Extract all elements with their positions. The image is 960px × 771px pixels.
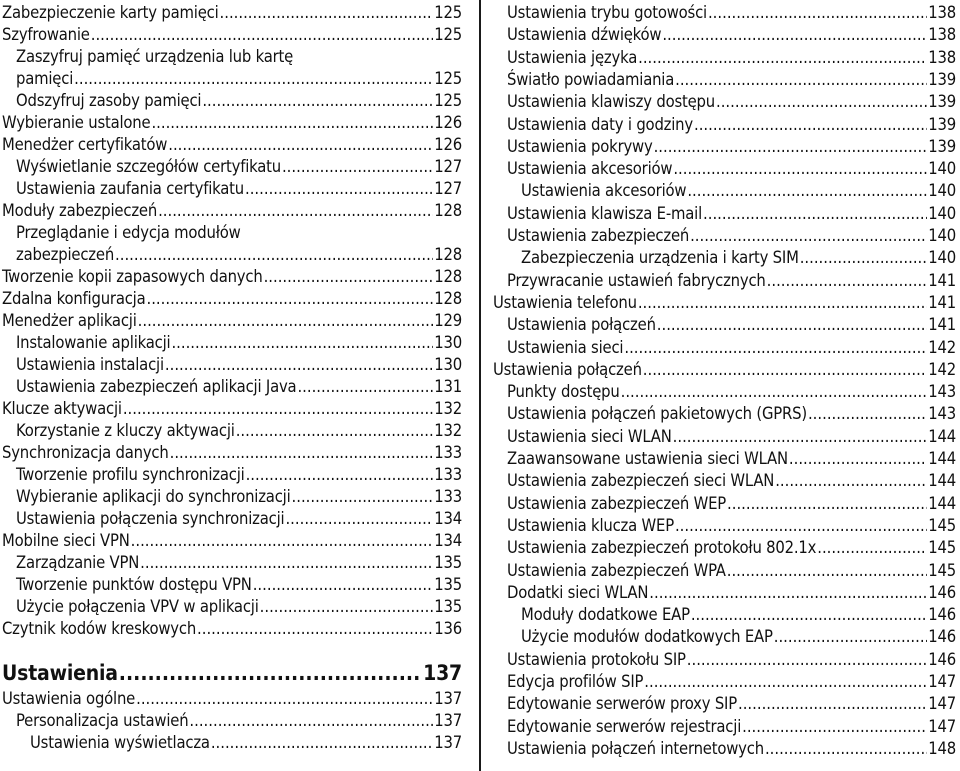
toc-leader-dots bbox=[253, 574, 434, 596]
toc-entry[interactable] bbox=[493, 158, 956, 180]
toc-leader-dots bbox=[197, 618, 433, 640]
toc-leader-dots bbox=[767, 270, 928, 292]
toc-entry-title: Klucze aktywacji bbox=[2, 399, 122, 418]
toc-entry[interactable] bbox=[493, 69, 956, 91]
toc-entry-title: Zaawansowane ustawienia sieci WLAN bbox=[507, 449, 788, 468]
toc-entry-title: Edytowanie serwerów rejestracji bbox=[507, 716, 742, 736]
toc-entry-title: Światło powiadamiania bbox=[507, 69, 675, 89]
toc-page-number: 145 bbox=[928, 515, 956, 535]
toc-page-number: 135 bbox=[434, 553, 462, 572]
toc-page-number: 146 bbox=[928, 605, 956, 625]
toc-page-number: 140 bbox=[928, 226, 956, 245]
toc-entry-title: Ustawienia ogólne bbox=[2, 689, 136, 708]
toc-leader-dots bbox=[236, 420, 434, 442]
toc-leader-dots bbox=[691, 604, 927, 626]
toc-leader-dots bbox=[245, 178, 433, 200]
toc-entry[interactable] bbox=[493, 24, 956, 46]
toc-entry[interactable] bbox=[493, 693, 956, 715]
toc-entry-title: Ustawienia zabezpieczeń WPA bbox=[507, 560, 726, 580]
toc-entry[interactable] bbox=[493, 203, 956, 225]
toc-leader-dots bbox=[703, 203, 927, 225]
toc-entry[interactable] bbox=[2, 112, 462, 134]
toc-entry[interactable] bbox=[2, 732, 462, 754]
toc-entry-title: Przeglądanie i edycja modułów bbox=[16, 223, 241, 242]
toc-entry-title: Ustawienia bbox=[2, 661, 118, 685]
toc-page-number: 125 bbox=[434, 69, 462, 88]
toc-entry[interactable] bbox=[2, 376, 462, 398]
toc-page-number: 138 bbox=[928, 25, 956, 45]
toc-leader-dots bbox=[158, 200, 433, 222]
toc-leader-dots bbox=[260, 596, 434, 618]
toc-page-number: 147 bbox=[928, 672, 956, 691]
toc-leader-dots bbox=[662, 24, 927, 46]
toc-page-number: 141 bbox=[928, 315, 956, 335]
toc-entry[interactable] bbox=[493, 314, 956, 336]
toc-leader-dots bbox=[808, 403, 927, 425]
toc-entry[interactable] bbox=[2, 486, 462, 508]
toc-entry-title: Ustawienia sieci bbox=[507, 337, 624, 357]
toc-page-number: 137 bbox=[434, 689, 462, 708]
toc-leader-dots bbox=[202, 90, 433, 112]
toc-leader-dots bbox=[119, 660, 422, 686]
toc-entry-title: Tworzenie kopii zapasowych danych bbox=[2, 267, 263, 286]
toc-entry-title: zabezpieczeń bbox=[16, 245, 115, 264]
toc-entry[interactable] bbox=[2, 178, 462, 200]
toc-entry-title: Zabezpieczenie karty pamięci bbox=[2, 3, 219, 22]
toc-page-number: 133 bbox=[434, 487, 462, 506]
toc-page-number: 134 bbox=[434, 531, 462, 550]
toc-entry[interactable] bbox=[493, 604, 956, 626]
toc-page-number: 135 bbox=[434, 597, 462, 616]
toc-entry[interactable] bbox=[2, 288, 462, 310]
toc-page-number: 130 bbox=[434, 333, 462, 352]
toc-entry-title: Ustawienia sieci WLAN bbox=[507, 426, 672, 446]
toc-page-number: 140 bbox=[928, 159, 956, 179]
toc-entry[interactable] bbox=[493, 180, 956, 202]
toc-entry[interactable] bbox=[493, 337, 956, 359]
toc-page-number: 137 bbox=[434, 733, 462, 752]
toc-entry[interactable] bbox=[2, 266, 462, 288]
toc-page-number: 134 bbox=[434, 509, 462, 528]
toc-page-number: 125 bbox=[434, 3, 462, 22]
toc-leader-dots bbox=[742, 716, 927, 738]
toc-entry[interactable] bbox=[2, 68, 462, 90]
toc-entry[interactable] bbox=[2, 574, 462, 596]
toc-section-heading[interactable] bbox=[2, 660, 462, 686]
toc-entry-title: Menedżer aplikacji bbox=[2, 311, 137, 330]
toc-entry[interactable] bbox=[493, 247, 956, 269]
toc-leader-dots bbox=[74, 68, 433, 90]
toc-entry-title: Synchronizacja danych bbox=[2, 443, 169, 462]
toc-entry[interactable] bbox=[2, 2, 462, 24]
toc-page-number: 139 bbox=[928, 69, 956, 89]
toc-leader-dots bbox=[817, 537, 927, 559]
toc-page-number: 143 bbox=[928, 382, 956, 402]
toc-leader-dots bbox=[297, 376, 433, 398]
toc-page-number: 147 bbox=[928, 716, 956, 736]
toc-entry[interactable] bbox=[493, 537, 956, 559]
toc-entry-title: Moduły zabezpieczeń bbox=[2, 201, 158, 220]
toc-entry-title: Ustawienia dźwięków bbox=[507, 25, 662, 45]
toc-page-number: 132 bbox=[434, 399, 462, 418]
toc-page-number: 146 bbox=[928, 582, 956, 602]
toc-entry-title: Zarządzanie VPN bbox=[16, 553, 140, 572]
toc-entry-title: Ustawienia zabezpieczeń protokołu 802.1x bbox=[507, 538, 817, 558]
toc-leader-dots bbox=[285, 508, 433, 530]
toc-leader-dots bbox=[800, 247, 928, 269]
toc-entry-title: Edycja profilów SIP bbox=[507, 672, 644, 691]
toc-leader-dots bbox=[621, 381, 928, 403]
toc-entry[interactable] bbox=[493, 225, 956, 247]
toc-entry-title: Ustawienia telefonu bbox=[493, 292, 637, 312]
toc-entry-title: Przywracanie ustawień fabrycznych bbox=[507, 270, 766, 290]
toc-page-number: 142 bbox=[928, 337, 956, 357]
toc-entry[interactable] bbox=[2, 332, 462, 354]
toc-leader-dots bbox=[171, 332, 433, 354]
toc-entry-title: Instalowanie aplikacji bbox=[16, 333, 171, 352]
toc-page-number: 127 bbox=[434, 157, 462, 176]
toc-entry[interactable] bbox=[493, 270, 956, 292]
toc-page-number: 132 bbox=[434, 421, 462, 440]
toc-entry-title: Ustawienia daty i godziny bbox=[507, 114, 693, 134]
toc-entry[interactable] bbox=[2, 200, 462, 222]
toc-page-number: 142 bbox=[928, 359, 956, 379]
toc-page-number: 130 bbox=[434, 355, 462, 374]
toc-leader-dots bbox=[789, 448, 927, 470]
toc-entry-title: Tworzenie profilu synchronizacji bbox=[16, 465, 245, 484]
toc-entry[interactable] bbox=[2, 310, 462, 332]
toc-leader-dots bbox=[292, 486, 434, 508]
toc-page-number: 140 bbox=[928, 248, 956, 268]
toc-leader-dots bbox=[673, 426, 928, 448]
toc-leader-dots bbox=[282, 156, 433, 178]
toc-entry[interactable] bbox=[493, 448, 956, 470]
toc-entry[interactable] bbox=[493, 582, 956, 604]
toc-entry[interactable] bbox=[493, 716, 956, 738]
toc-entry[interactable] bbox=[2, 508, 462, 530]
toc-leader-dots bbox=[649, 582, 927, 604]
toc-leader-dots bbox=[775, 470, 927, 492]
toc-entry[interactable] bbox=[493, 671, 956, 693]
toc-entry-title: Użycie modułów dodatkowych EAP bbox=[521, 627, 773, 647]
toc-page-number: 139 bbox=[928, 136, 956, 156]
toc-entry[interactable] bbox=[493, 426, 956, 448]
toc-entry[interactable] bbox=[2, 688, 462, 710]
toc-entry-title: Ustawienia zabezpieczeń sieci WLAN bbox=[507, 471, 775, 491]
toc-entry-title: Odszyfruj zasoby pamięci bbox=[16, 91, 202, 110]
toc-leader-dots bbox=[189, 710, 433, 732]
toc-page-number: 147 bbox=[928, 694, 956, 714]
toc-entry[interactable] bbox=[2, 90, 462, 112]
toc-entry-title: Korzystanie z kluczy aktywacji bbox=[16, 421, 235, 440]
toc-entry[interactable] bbox=[493, 136, 956, 158]
toc-page-number: 144 bbox=[928, 493, 956, 513]
toc-entry[interactable] bbox=[493, 2, 956, 24]
toc-page-number: 133 bbox=[434, 443, 462, 462]
toc-page-number: 125 bbox=[434, 25, 462, 44]
toc-leader-dots bbox=[738, 693, 927, 715]
toc-entry[interactable] bbox=[493, 493, 956, 515]
toc-entry[interactable] bbox=[2, 244, 462, 266]
toc-leader-dots bbox=[151, 112, 433, 134]
toc-page-number: 145 bbox=[928, 538, 956, 558]
toc-page-number: 146 bbox=[928, 627, 956, 647]
toc-entry[interactable] bbox=[493, 470, 956, 492]
toc-page-number: 148 bbox=[928, 738, 956, 758]
toc-page-number: 138 bbox=[928, 47, 956, 67]
toc-page-number: 128 bbox=[434, 289, 462, 308]
toc-entry-title: Ustawienia połączeń bbox=[493, 359, 642, 379]
toc-entry[interactable] bbox=[2, 354, 462, 376]
toc-entry-title: Ustawienia połączeń bbox=[507, 315, 656, 335]
toc-entry-title: Ustawienia połączeń pakietowych (GPRS) bbox=[507, 404, 807, 424]
toc-entry[interactable] bbox=[2, 156, 462, 178]
toc-leader-dots bbox=[140, 552, 433, 574]
toc-entry[interactable] bbox=[493, 91, 956, 113]
toc-entry-title: Tworzenie punktów dostępu VPN bbox=[16, 575, 252, 594]
toc-entry-title: Zabezpieczenia urządzenia i karty SIM bbox=[521, 248, 799, 268]
toc-entry-title: Ustawienia trybu gotowości bbox=[507, 3, 707, 22]
toc-entry[interactable] bbox=[2, 420, 462, 442]
toc-entry[interactable] bbox=[493, 649, 956, 671]
toc-page-number: 128 bbox=[434, 267, 462, 286]
toc-entry-title: Wyświetlanie szczegółów certyfikatu bbox=[16, 157, 281, 176]
toc-page-number: 126 bbox=[434, 113, 462, 132]
toc-entry-title: Ustawienia zabezpieczeń bbox=[507, 226, 690, 245]
toc-page-number: 145 bbox=[928, 560, 956, 580]
toc-entry[interactable] bbox=[493, 381, 956, 403]
toc-entry-title: Szyfrowanie bbox=[2, 25, 90, 44]
toc-page-number: 136 bbox=[434, 619, 462, 638]
toc-entry-title: Ustawienia instalacji bbox=[16, 355, 164, 374]
toc-leader-dots bbox=[246, 464, 434, 486]
toc-entry-title: Wybieranie aplikacji do synchronizacji bbox=[16, 487, 291, 506]
toc-entry-title: Personalizacja ustawień bbox=[16, 711, 189, 730]
toc-leader-dots bbox=[147, 288, 434, 310]
toc-entry[interactable] bbox=[493, 515, 956, 537]
toc-entry-title: Ustawienia wyświetlacza bbox=[30, 733, 210, 752]
toc-leader-dots bbox=[687, 180, 927, 202]
toc-leader-dots bbox=[638, 292, 927, 314]
toc-entry-title: Moduły dodatkowe EAP bbox=[521, 605, 690, 625]
toc-page-number: 137 bbox=[423, 661, 462, 685]
toc-leader-dots bbox=[716, 91, 927, 113]
toc-leader-dots bbox=[687, 649, 927, 671]
toc-entry[interactable] bbox=[2, 46, 462, 68]
toc-entry[interactable] bbox=[2, 398, 462, 420]
toc-leader-dots bbox=[123, 398, 433, 420]
toc-page-number: 125 bbox=[434, 91, 462, 110]
toc-page-number: 139 bbox=[928, 92, 956, 112]
toc-page-number: 140 bbox=[928, 203, 956, 223]
toc-leader-dots bbox=[624, 337, 927, 359]
toc-page-number: 135 bbox=[434, 575, 462, 594]
toc-entry-title: Ustawienia połączenia synchronizacji bbox=[16, 509, 285, 528]
toc-page-number: 131 bbox=[434, 377, 462, 396]
toc-entry-title: Ustawienia akcesoriów bbox=[521, 181, 687, 201]
toc-page-number: 144 bbox=[928, 471, 956, 491]
toc-leader-dots bbox=[165, 354, 433, 376]
toc-entry-title: Edytowanie serwerów proxy SIP bbox=[507, 694, 737, 714]
toc-entry[interactable] bbox=[2, 596, 462, 618]
toc-entry[interactable] bbox=[493, 359, 956, 381]
toc-page-number: 133 bbox=[434, 465, 462, 484]
toc-page-number: 128 bbox=[434, 245, 462, 264]
toc-entry-title: Punkty dostępu bbox=[507, 382, 620, 402]
toc-leader-dots bbox=[138, 310, 434, 332]
toc-entry[interactable] bbox=[2, 618, 462, 640]
toc-page-number: 128 bbox=[434, 201, 462, 220]
toc-entry-title: Użycie połączenia VPV w aplikacji bbox=[16, 597, 259, 616]
toc-entry[interactable] bbox=[493, 626, 956, 648]
toc-entry[interactable] bbox=[2, 710, 462, 732]
toc-page-number: 144 bbox=[928, 449, 956, 468]
toc-entry-title: Ustawienia klawiszy dostępu bbox=[507, 92, 715, 112]
toc-leader-dots bbox=[131, 530, 434, 552]
toc-entry[interactable] bbox=[493, 292, 956, 314]
toc-entry-title: Wybieranie ustalone bbox=[2, 113, 151, 132]
toc-entry-title: Zdalna konfiguracja bbox=[2, 289, 146, 308]
toc-page-number: 141 bbox=[928, 292, 956, 312]
toc-entry-title: Ustawienia zabezpieczeń WEP bbox=[507, 493, 727, 513]
toc-leader-dots bbox=[136, 688, 433, 710]
toc-leader-dots bbox=[765, 738, 927, 760]
toc-leader-dots bbox=[638, 47, 927, 69]
toc-leader-dots bbox=[774, 626, 928, 648]
toc-entry[interactable] bbox=[2, 222, 462, 244]
toc-entry[interactable] bbox=[2, 442, 462, 464]
toc-page-number: 140 bbox=[928, 181, 956, 201]
toc-leader-dots bbox=[675, 69, 927, 91]
toc-leader-dots bbox=[694, 114, 927, 136]
toc-entry[interactable] bbox=[493, 738, 956, 760]
toc-entry-title: Zaszyfruj pamięć urządzenia lub kartę bbox=[16, 47, 294, 66]
toc-leader-dots bbox=[211, 732, 433, 754]
toc-leader-dots bbox=[657, 314, 927, 336]
toc-entry-title: Mobilne sieci VPN bbox=[2, 531, 130, 550]
toc-page-number: 137 bbox=[434, 711, 462, 730]
toc-leader-dots bbox=[220, 2, 434, 24]
toc-entry-title: Dodatki sieci WLAN bbox=[507, 582, 649, 602]
toc-entry-title: Ustawienia połączeń internetowych bbox=[507, 738, 764, 758]
toc-page-number: 146 bbox=[928, 649, 956, 669]
toc-leader-dots bbox=[727, 560, 928, 582]
toc-leader-dots bbox=[168, 134, 433, 156]
toc-entry-title: Czytnik kodów kreskowych bbox=[2, 619, 197, 638]
toc-entry-title: Ustawienia akcesoriów bbox=[507, 159, 673, 179]
toc-page-number: 127 bbox=[434, 179, 462, 198]
toc-entry-title: Ustawienia klucza WEP bbox=[507, 515, 674, 535]
toc-entry[interactable] bbox=[2, 552, 462, 574]
toc-leader-dots bbox=[643, 359, 927, 381]
toc-leader-dots bbox=[654, 136, 928, 158]
toc-leader-dots bbox=[690, 225, 927, 247]
toc-entry[interactable] bbox=[493, 114, 956, 136]
toc-entry-title: Menedżer certyfikatów bbox=[2, 135, 168, 154]
toc-page-number: 143 bbox=[928, 404, 956, 424]
toc-entry[interactable] bbox=[493, 560, 956, 582]
toc-leader-dots bbox=[673, 158, 927, 180]
toc-entry-title: Ustawienia klawisza E-mail bbox=[507, 203, 703, 223]
toc-entry-title: pamięci bbox=[16, 69, 74, 88]
toc-entry-title: Ustawienia protokołu SIP bbox=[507, 649, 686, 669]
toc-leader-dots bbox=[264, 266, 434, 288]
toc-entry[interactable] bbox=[2, 134, 462, 156]
toc-page-number: 144 bbox=[928, 426, 956, 446]
toc-entry-title: Ustawienia pokrywy bbox=[507, 136, 653, 156]
toc-entry-title: Ustawienia języka bbox=[507, 47, 638, 67]
toc-leader-dots bbox=[708, 2, 927, 24]
toc-entry-title: Ustawienia zaufania certyfikatu bbox=[16, 179, 244, 198]
toc-page-number: 141 bbox=[928, 270, 956, 290]
toc-page-number: 129 bbox=[434, 311, 462, 330]
toc-leader-dots bbox=[115, 244, 433, 266]
toc-entry[interactable] bbox=[493, 403, 956, 425]
column-divider bbox=[479, 0, 481, 771]
toc-entry-title: Ustawienia zabezpieczeń aplikacji Java bbox=[16, 377, 297, 396]
toc-leader-dots bbox=[644, 671, 927, 693]
toc-entry[interactable] bbox=[2, 530, 462, 552]
toc-page-number: 126 bbox=[434, 135, 462, 154]
toc-entry[interactable] bbox=[2, 464, 462, 486]
toc-page-number: 138 bbox=[928, 3, 956, 22]
toc-page-number: 139 bbox=[928, 114, 956, 134]
toc-leader-dots bbox=[727, 493, 927, 515]
toc-entry[interactable] bbox=[493, 47, 956, 69]
toc-leader-dots bbox=[91, 24, 434, 46]
toc-entry[interactable] bbox=[2, 24, 462, 46]
toc-leader-dots bbox=[170, 442, 434, 464]
toc-leader-dots bbox=[675, 515, 927, 537]
